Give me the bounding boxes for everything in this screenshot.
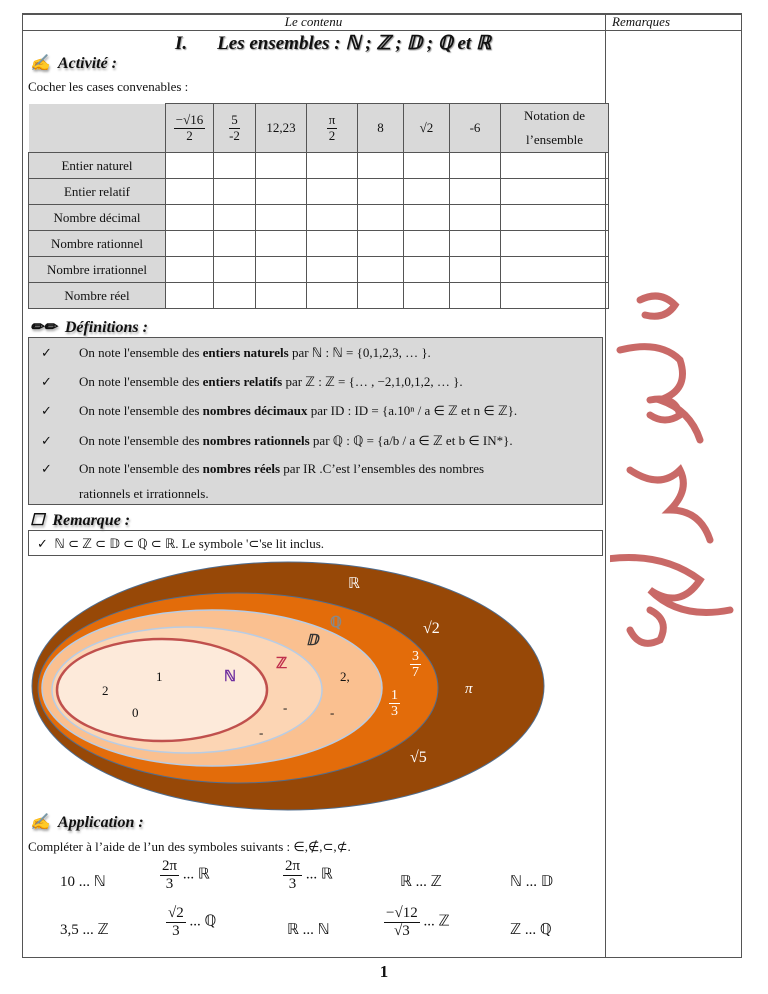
definitions-heading-text: Définitions :: [64, 319, 148, 336]
label-Z: ℤ: [276, 656, 288, 672]
checkbox-cell[interactable]: [358, 231, 404, 257]
def-text: par ID : ID = {a.10ⁿ / a ∈ ℤ et n ∈ ℤ}.: [307, 403, 518, 418]
title-text: Les ensembles : ℕ ; ℤ ; 𝔻 ; ℚ et ℝ: [217, 33, 491, 54]
checkbox-cell[interactable]: [214, 283, 256, 309]
definition-item: [41, 374, 463, 390]
checkbox-cell[interactable]: [256, 283, 307, 309]
def-text: par ℚ : ℚ = {a/b / a ∈ ℤ et b ∈ IN*}.: [309, 433, 513, 448]
exercise-text: ... ℝ: [182, 866, 210, 883]
check-icon: ✓: [41, 374, 52, 389]
def-term: entiers naturels: [202, 345, 289, 360]
application-instruction: Compléter à l’aide de l’un des symboles suivants : ∈,∉,⊂,⊄.: [28, 839, 351, 854]
square-icon: ☐: [30, 512, 45, 529]
definition-item: [41, 433, 513, 449]
col-header: [166, 104, 214, 153]
exercise: [283, 858, 333, 892]
element: -: [259, 725, 264, 740]
numerator: 2π: [285, 858, 301, 874]
section-title: [175, 32, 491, 55]
exercise: 3,5 ... ℤ: [60, 922, 109, 938]
table-row: [29, 205, 609, 231]
label-R: ℝ: [348, 576, 360, 592]
checkbox-cell[interactable]: [450, 205, 501, 231]
def-text: On note l'ensemble des: [79, 433, 203, 448]
col-header: 8: [358, 104, 404, 153]
check-icon: ✓: [41, 433, 52, 448]
corner-cell: [29, 104, 166, 153]
exercise: ℝ ... ℤ: [400, 874, 442, 890]
pen-icon: ✍: [30, 814, 50, 831]
checkbox-cell[interactable]: [307, 283, 358, 309]
checkbox-cell[interactable]: [166, 283, 214, 309]
check-icon: ✓: [41, 345, 52, 360]
denominator: 7: [412, 665, 419, 681]
denominator: 2: [186, 127, 193, 143]
remark-heading-text: Remarque :: [52, 512, 131, 529]
element: √5: [410, 749, 427, 766]
page-number: 1: [379, 962, 389, 981]
def-text: par ℤ : ℤ = {… , −2,1,0,1,2, … }.: [282, 374, 463, 389]
def-text: On note l'ensemble des: [79, 461, 203, 476]
row-label: Nombre réel: [29, 283, 166, 309]
denominator: 3: [165, 875, 174, 892]
header-content: Le contenu: [284, 14, 343, 29]
checkbox-cell[interactable]: [307, 231, 358, 257]
remark-heading: [30, 510, 130, 530]
table-row: [29, 153, 609, 179]
checkbox-cell[interactable]: [166, 153, 214, 179]
pen-icon: ✍: [30, 55, 50, 72]
denominator: 3: [288, 875, 297, 892]
denominator: √3: [393, 922, 410, 939]
checkbox-cell[interactable]: [214, 231, 256, 257]
checkbox-cell[interactable]: [404, 257, 450, 283]
application-heading: [30, 812, 144, 832]
def-text: On note l'ensemble des: [79, 345, 203, 360]
label-N: ℕ: [224, 669, 237, 685]
exercise: ℕ ... 𝔻: [510, 874, 554, 890]
calligraphy-decoration: [610, 280, 740, 660]
denominator: 3: [172, 922, 180, 939]
numerator: 2π: [162, 858, 178, 874]
label-Q: ℚ: [330, 615, 342, 631]
def-text: par ℕ : ℕ = {0,1,2,3, … }.: [288, 345, 431, 360]
checkbox-cell[interactable]: [501, 231, 609, 257]
col-header: [307, 104, 358, 153]
activity-heading-text: Activité :: [57, 55, 118, 72]
element: √2: [423, 620, 440, 637]
row-label: Entier relatif: [29, 179, 166, 205]
def-term: nombres décimaux: [202, 403, 308, 418]
checkbox-cell[interactable]: [256, 179, 307, 205]
check-icon: ✓: [41, 403, 52, 418]
col-header: √2: [404, 104, 450, 153]
numerator: 3: [412, 649, 419, 664]
def-text: par IR .C’est l’ensembles des nombres: [280, 461, 485, 476]
element-fraction: [410, 649, 421, 681]
checkbox-cell[interactable]: [307, 153, 358, 179]
checkbox-cell[interactable]: [404, 283, 450, 309]
label-D: 𝔻: [306, 633, 319, 649]
definitions-box: [28, 337, 603, 505]
activity-instruction: Cocher les cases convenables :: [28, 79, 189, 94]
check-icon: ✓: [41, 461, 52, 476]
checkbox-cell[interactable]: [358, 205, 404, 231]
pencils-icon: ✏✏: [30, 319, 57, 336]
checkbox-cell[interactable]: [404, 153, 450, 179]
table-row: [29, 179, 609, 205]
checkbox-cell[interactable]: [214, 153, 256, 179]
numerator: −√12: [386, 905, 418, 921]
table-row: [29, 257, 609, 283]
def-term: nombres réels: [202, 461, 281, 476]
checkbox-cell[interactable]: [214, 257, 256, 283]
def-text: On note l'ensemble des: [79, 403, 203, 418]
col-header: [214, 104, 256, 153]
row-label: Entier naturel: [29, 153, 166, 179]
def-text: On note l'ensemble des: [79, 374, 203, 389]
checkbox-cell[interactable]: [307, 205, 358, 231]
element: 2: [102, 683, 109, 698]
checkbox-cell[interactable]: [450, 231, 501, 257]
header-divider: [22, 30, 742, 31]
checkbox-cell[interactable]: [214, 179, 256, 205]
remark-box: [28, 530, 603, 556]
numerator: π: [328, 112, 336, 128]
exercise: [166, 905, 216, 939]
checkbox-cell[interactable]: [307, 257, 358, 283]
checkbox-cell[interactable]: [358, 153, 404, 179]
checkbox-cell[interactable]: [166, 205, 214, 231]
checkbox-cell[interactable]: [501, 179, 609, 205]
exercise: ℝ ... ℕ: [287, 922, 330, 938]
checkbox-cell[interactable]: [450, 153, 501, 179]
def-term: entiers relatifs: [202, 374, 283, 389]
row-label: Nombre irrationnel: [29, 257, 166, 283]
element: -: [330, 705, 335, 720]
denominator: -2: [229, 127, 240, 143]
activity-heading: [30, 53, 117, 73]
exercise: [160, 858, 210, 892]
checkbox-cell[interactable]: [501, 205, 609, 231]
definition-item: [41, 403, 517, 419]
element: 1: [156, 669, 163, 684]
denominator: 2: [328, 127, 336, 143]
exercise-text: ... ℚ: [189, 913, 217, 930]
element: -: [283, 700, 288, 715]
set-N: [57, 639, 267, 741]
checkbox-cell[interactable]: [214, 205, 256, 231]
row-label: Nombre décimal: [29, 205, 166, 231]
col-header: -6: [450, 104, 501, 153]
element: π: [465, 681, 473, 697]
col-header: Notation de l’ensemble: [501, 104, 609, 153]
exercise: [384, 905, 450, 939]
application-heading-text: Application :: [57, 814, 144, 831]
venn-diagram: [0, 556, 605, 816]
checkbox-cell[interactable]: [358, 179, 404, 205]
table-row: [29, 231, 609, 257]
activity-table: [28, 103, 609, 309]
checkbox-cell[interactable]: [166, 231, 214, 257]
def-term: nombres rationnels: [202, 433, 310, 448]
checkbox-cell[interactable]: [501, 153, 609, 179]
denominator: 3: [391, 704, 398, 720]
checkbox-cell[interactable]: [404, 205, 450, 231]
numerator: −√16: [175, 112, 204, 128]
exercise: 10 ... ℕ: [60, 874, 106, 890]
definitions-heading: [30, 317, 148, 337]
element: 2,: [340, 669, 350, 684]
checkbox-cell[interactable]: [166, 257, 214, 283]
numerator: 1: [391, 688, 398, 703]
checkbox-cell[interactable]: [256, 153, 307, 179]
checkbox-cell[interactable]: [256, 231, 307, 257]
element-fraction: [389, 688, 400, 720]
checkbox-cell[interactable]: [450, 179, 501, 205]
exercise-text: ... ℤ: [423, 913, 450, 930]
checkbox-cell[interactable]: [501, 257, 609, 283]
definition-continuation: rationnels et irrationnels.: [79, 486, 209, 501]
definition-item: [41, 345, 431, 361]
numerator: √2: [168, 905, 184, 921]
checkbox-cell[interactable]: [450, 257, 501, 283]
checkbox-cell[interactable]: [256, 205, 307, 231]
checkbox-cell[interactable]: [450, 283, 501, 309]
exercise-text: ... ℝ: [305, 866, 333, 883]
check-icon: ✓: [37, 536, 48, 551]
checkbox-cell[interactable]: [404, 231, 450, 257]
row-label: Nombre rationnel: [29, 231, 166, 257]
checkbox-cell[interactable]: [501, 283, 609, 309]
title-number: I.: [175, 33, 188, 54]
element: 0: [132, 705, 139, 720]
checkbox-cell[interactable]: [256, 257, 307, 283]
checkbox-cell[interactable]: [358, 283, 404, 309]
header-remarks: Remarques: [612, 14, 671, 29]
exercise: ℤ ... ℚ: [510, 922, 552, 938]
col-header: 12,23: [256, 104, 307, 153]
checkbox-cell[interactable]: [404, 179, 450, 205]
checkbox-cell[interactable]: [166, 179, 214, 205]
table-header-row: [29, 104, 609, 153]
remark-text: ℕ ⊂ ℤ ⊂ 𝔻 ⊂ ℚ ⊂ ℝ. Le symbole '⊂'se lit inclus.: [54, 536, 325, 551]
table-row: [29, 283, 609, 309]
checkbox-cell[interactable]: [307, 179, 358, 205]
numerator: 5: [231, 112, 238, 128]
checkbox-cell[interactable]: [358, 257, 404, 283]
definition-item: [41, 461, 484, 477]
